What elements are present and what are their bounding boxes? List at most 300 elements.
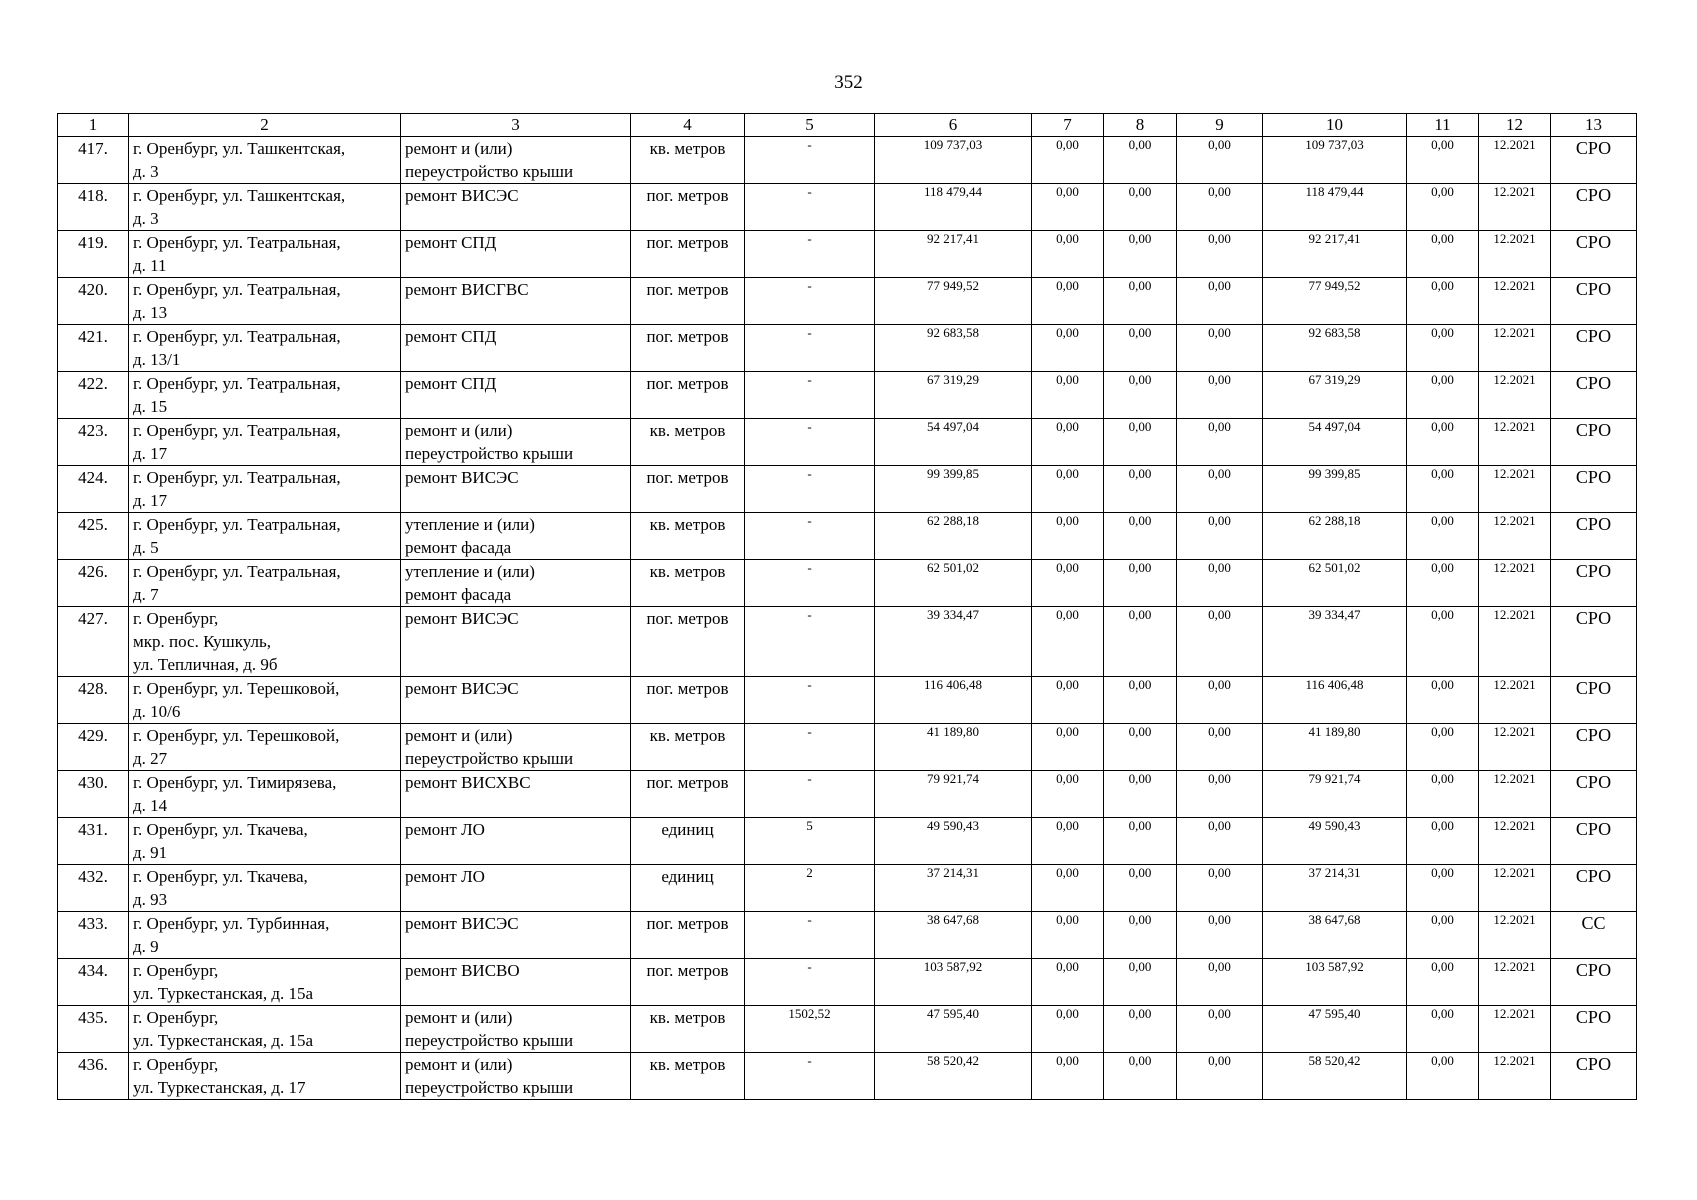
- column-header: 2: [129, 114, 401, 137]
- deadline-cell: 12.2021: [1479, 607, 1551, 677]
- address-line: г. Оренбург, ул. Театральная,: [133, 421, 341, 440]
- address-cell: [129, 818, 401, 865]
- address-line: г. Оренбург, ул. Тимирязева,: [133, 773, 337, 792]
- work-type-line: ремонт СПД: [405, 374, 497, 393]
- deadline-cell: 12.2021: [1479, 677, 1551, 724]
- fund-col7-cell: 0,00: [1032, 959, 1104, 1006]
- address-line: г. Оренбург, ул. Театральная,: [133, 562, 341, 581]
- row-number: 426.: [58, 560, 129, 607]
- deadline-cell: 12.2021: [1479, 466, 1551, 513]
- row-number: 436.: [58, 1053, 129, 1100]
- fund-col10-cell: 77 949,52: [1263, 278, 1407, 325]
- unit-cell: кв. метров: [631, 1053, 745, 1100]
- work-type-line: ремонт ВИСХВС: [405, 773, 531, 792]
- address-cell: [129, 419, 401, 466]
- work-type-line: утепление и (или): [405, 562, 535, 581]
- total-cost-cell: 99 399,85: [875, 466, 1032, 513]
- registry-table: [57, 113, 1637, 1100]
- total-cost-cell: 58 520,42: [875, 1053, 1032, 1100]
- fund-col11-cell: 0,00: [1407, 818, 1479, 865]
- row-number: 430.: [58, 771, 129, 818]
- method-cell: СРО: [1551, 560, 1637, 607]
- row-number: 422.: [58, 372, 129, 419]
- volume-cell: -: [745, 231, 875, 278]
- table-row: [58, 677, 1637, 724]
- work-type-line: ремонт и (или): [405, 139, 513, 158]
- fund-col9-cell: 0,00: [1177, 137, 1263, 184]
- method-cell: СРО: [1551, 513, 1637, 560]
- row-number: 418.: [58, 184, 129, 231]
- method-cell: СРО: [1551, 184, 1637, 231]
- work-type-line: ремонт фасада: [405, 538, 512, 557]
- address-cell: [129, 607, 401, 677]
- fund-col8-cell: 0,00: [1104, 513, 1177, 560]
- table-row: [58, 1053, 1637, 1100]
- column-header: 8: [1104, 114, 1177, 137]
- total-cost-cell: 54 497,04: [875, 419, 1032, 466]
- fund-col10-cell: 99 399,85: [1263, 466, 1407, 513]
- fund-col7-cell: 0,00: [1032, 419, 1104, 466]
- work-type-line: ремонт ВИСЭС: [405, 468, 519, 487]
- fund-col10-cell: 109 737,03: [1263, 137, 1407, 184]
- total-cost-cell: 39 334,47: [875, 607, 1032, 677]
- address-line: г. Оренбург, ул. Терешковой,: [133, 679, 340, 698]
- fund-col8-cell: 0,00: [1104, 419, 1177, 466]
- table-row: [58, 137, 1637, 184]
- fund-col11-cell: 0,00: [1407, 724, 1479, 771]
- address-cell: [129, 677, 401, 724]
- column-header: 5: [745, 114, 875, 137]
- volume-cell: -: [745, 607, 875, 677]
- column-header: 11: [1407, 114, 1479, 137]
- fund-col11-cell: 0,00: [1407, 513, 1479, 560]
- table-row: [58, 513, 1637, 560]
- fund-col10-cell: 92 217,41: [1263, 231, 1407, 278]
- work-type-cell: [401, 865, 631, 912]
- fund-col11-cell: 0,00: [1407, 912, 1479, 959]
- fund-col8-cell: 0,00: [1104, 607, 1177, 677]
- fund-col8-cell: 0,00: [1104, 771, 1177, 818]
- method-cell: СРО: [1551, 231, 1637, 278]
- fund-col11-cell: 0,00: [1407, 184, 1479, 231]
- method-cell: СРО: [1551, 419, 1637, 466]
- fund-col8-cell: 0,00: [1104, 560, 1177, 607]
- volume-cell: -: [745, 677, 875, 724]
- work-type-line: ремонт и (или): [405, 726, 513, 745]
- method-cell: СРО: [1551, 724, 1637, 771]
- fund-col11-cell: 0,00: [1407, 137, 1479, 184]
- fund-col9-cell: 0,00: [1177, 1006, 1263, 1053]
- fund-col7-cell: 0,00: [1032, 865, 1104, 912]
- fund-col9-cell: 0,00: [1177, 231, 1263, 278]
- table-row: [58, 184, 1637, 231]
- address-line: д. 14: [133, 796, 168, 815]
- row-number: 423.: [58, 419, 129, 466]
- address-line: д. 3: [133, 162, 159, 181]
- unit-cell: кв. метров: [631, 137, 745, 184]
- unit-cell: пог. метров: [631, 372, 745, 419]
- address-line: г. Оренбург, ул. Театральная,: [133, 280, 341, 299]
- fund-col11-cell: 0,00: [1407, 959, 1479, 1006]
- address-cell: [129, 771, 401, 818]
- work-type-line: переустройство крыши: [405, 749, 574, 768]
- address-line: ул. Туркестанская, д. 15а: [133, 984, 314, 1003]
- work-type-cell: [401, 818, 631, 865]
- work-type-line: ремонт и (или): [405, 1008, 513, 1027]
- work-type-line: ремонт ВИСЭС: [405, 914, 519, 933]
- fund-col9-cell: 0,00: [1177, 607, 1263, 677]
- fund-col7-cell: 0,00: [1032, 818, 1104, 865]
- work-type-cell: [401, 959, 631, 1006]
- table-row: [58, 419, 1637, 466]
- work-type-cell: [401, 184, 631, 231]
- address-cell: [129, 325, 401, 372]
- address-line: д. 7: [133, 585, 159, 604]
- total-cost-cell: 79 921,74: [875, 771, 1032, 818]
- fund-col11-cell: 0,00: [1407, 771, 1479, 818]
- table-row: [58, 372, 1637, 419]
- deadline-cell: 12.2021: [1479, 513, 1551, 560]
- total-cost-cell: 62 288,18: [875, 513, 1032, 560]
- total-cost-cell: 67 319,29: [875, 372, 1032, 419]
- row-number: 419.: [58, 231, 129, 278]
- work-type-cell: [401, 466, 631, 513]
- page-number: 352: [834, 72, 863, 93]
- fund-col10-cell: 41 189,80: [1263, 724, 1407, 771]
- work-type-cell: [401, 1006, 631, 1053]
- fund-col11-cell: 0,00: [1407, 865, 1479, 912]
- volume-cell: -: [745, 1053, 875, 1100]
- fund-col8-cell: 0,00: [1104, 724, 1177, 771]
- unit-cell: пог. метров: [631, 959, 745, 1006]
- volume-cell: -: [745, 184, 875, 231]
- address-line: д. 10/6: [133, 702, 181, 721]
- work-type-cell: [401, 278, 631, 325]
- total-cost-cell: 62 501,02: [875, 560, 1032, 607]
- address-line: д. 13: [133, 303, 168, 322]
- work-type-line: ремонт СПД: [405, 327, 497, 346]
- fund-col8-cell: 0,00: [1104, 325, 1177, 372]
- address-line: г. Оренбург, ул. Терешковой,: [133, 726, 340, 745]
- fund-col9-cell: 0,00: [1177, 818, 1263, 865]
- address-line: д. 11: [133, 256, 167, 275]
- work-type-cell: [401, 677, 631, 724]
- fund-col9-cell: 0,00: [1177, 912, 1263, 959]
- total-cost-cell: 116 406,48: [875, 677, 1032, 724]
- column-header: 12: [1479, 114, 1551, 137]
- row-number: 428.: [58, 677, 129, 724]
- fund-col8-cell: 0,00: [1104, 231, 1177, 278]
- volume-cell: -: [745, 560, 875, 607]
- work-type-line: ремонт ЛО: [405, 820, 485, 839]
- address-line: д. 17: [133, 444, 168, 463]
- fund-col10-cell: 38 647,68: [1263, 912, 1407, 959]
- unit-cell: пог. метров: [631, 771, 745, 818]
- fund-col7-cell: 0,00: [1032, 278, 1104, 325]
- fund-col8-cell: 0,00: [1104, 1053, 1177, 1100]
- address-line: г. Оренбург,: [133, 1008, 219, 1027]
- method-cell: СРО: [1551, 959, 1637, 1006]
- table-body: [58, 137, 1637, 1100]
- fund-col8-cell: 0,00: [1104, 865, 1177, 912]
- column-header: 13: [1551, 114, 1637, 137]
- address-cell: [129, 466, 401, 513]
- address-line: г. Оренбург, ул. Театральная,: [133, 374, 341, 393]
- address-cell: [129, 959, 401, 1006]
- method-cell: СРО: [1551, 278, 1637, 325]
- address-cell: [129, 1006, 401, 1053]
- header-row: [58, 114, 1637, 137]
- work-type-line: переустройство крыши: [405, 1078, 574, 1097]
- deadline-cell: 12.2021: [1479, 560, 1551, 607]
- volume-cell: 2: [745, 865, 875, 912]
- unit-cell: пог. метров: [631, 231, 745, 278]
- fund-col7-cell: 0,00: [1032, 184, 1104, 231]
- volume-cell: -: [745, 724, 875, 771]
- fund-col7-cell: 0,00: [1032, 513, 1104, 560]
- fund-col9-cell: 0,00: [1177, 865, 1263, 912]
- table-row: [58, 959, 1637, 1006]
- table-row: [58, 865, 1637, 912]
- method-cell: СРО: [1551, 771, 1637, 818]
- work-type-line: ремонт и (или): [405, 421, 513, 440]
- fund-col11-cell: 0,00: [1407, 231, 1479, 278]
- method-cell: СС: [1551, 912, 1637, 959]
- column-header: 6: [875, 114, 1032, 137]
- unit-cell: кв. метров: [631, 560, 745, 607]
- work-type-line: ремонт и (или): [405, 1055, 513, 1074]
- fund-col7-cell: 0,00: [1032, 1053, 1104, 1100]
- fund-col10-cell: 58 520,42: [1263, 1053, 1407, 1100]
- unit-cell: пог. метров: [631, 607, 745, 677]
- fund-col9-cell: 0,00: [1177, 771, 1263, 818]
- address-line: д. 93: [133, 890, 168, 909]
- volume-cell: -: [745, 278, 875, 325]
- fund-col7-cell: 0,00: [1032, 607, 1104, 677]
- method-cell: СРО: [1551, 677, 1637, 724]
- work-type-line: ремонт ВИСЭС: [405, 186, 519, 205]
- table-row: [58, 607, 1637, 677]
- address-line: г. Оренбург, ул. Ташкентская,: [133, 186, 346, 205]
- work-type-cell: [401, 513, 631, 560]
- fund-col10-cell: 39 334,47: [1263, 607, 1407, 677]
- unit-cell: пог. метров: [631, 466, 745, 513]
- fund-col11-cell: 0,00: [1407, 1006, 1479, 1053]
- deadline-cell: 12.2021: [1479, 912, 1551, 959]
- fund-col11-cell: 0,00: [1407, 1053, 1479, 1100]
- fund-col9-cell: 0,00: [1177, 560, 1263, 607]
- fund-col9-cell: 0,00: [1177, 513, 1263, 560]
- address-line: д. 3: [133, 209, 159, 228]
- fund-col9-cell: 0,00: [1177, 677, 1263, 724]
- volume-cell: -: [745, 137, 875, 184]
- address-line: мкр. пос. Кушкуль,: [133, 632, 271, 651]
- work-type-line: переустройство крыши: [405, 1031, 574, 1050]
- fund-col7-cell: 0,00: [1032, 771, 1104, 818]
- fund-col10-cell: 92 683,58: [1263, 325, 1407, 372]
- row-number: 420.: [58, 278, 129, 325]
- unit-cell: кв. метров: [631, 1006, 745, 1053]
- table-row: [58, 325, 1637, 372]
- fund-col11-cell: 0,00: [1407, 278, 1479, 325]
- table-row: [58, 724, 1637, 771]
- row-number: 434.: [58, 959, 129, 1006]
- total-cost-cell: 37 214,31: [875, 865, 1032, 912]
- volume-cell: -: [745, 912, 875, 959]
- volume-cell: -: [745, 513, 875, 560]
- row-number: 429.: [58, 724, 129, 771]
- work-type-cell: [401, 560, 631, 607]
- address-cell: [129, 372, 401, 419]
- fund-col9-cell: 0,00: [1177, 959, 1263, 1006]
- column-header: 10: [1263, 114, 1407, 137]
- work-type-line: переустройство крыши: [405, 162, 574, 181]
- method-cell: СРО: [1551, 137, 1637, 184]
- method-cell: СРО: [1551, 818, 1637, 865]
- deadline-cell: 12.2021: [1479, 865, 1551, 912]
- address-cell: [129, 865, 401, 912]
- address-line: г. Оренбург,: [133, 961, 219, 980]
- address-cell: [129, 231, 401, 278]
- table-row: [58, 278, 1637, 325]
- fund-col9-cell: 0,00: [1177, 325, 1263, 372]
- fund-col7-cell: 0,00: [1032, 372, 1104, 419]
- fund-col10-cell: 116 406,48: [1263, 677, 1407, 724]
- column-header: 7: [1032, 114, 1104, 137]
- work-type-cell: [401, 724, 631, 771]
- address-line: г. Оренбург, ул. Театральная,: [133, 515, 341, 534]
- method-cell: СРО: [1551, 865, 1637, 912]
- fund-col7-cell: 0,00: [1032, 560, 1104, 607]
- address-line: д. 91: [133, 843, 168, 862]
- fund-col8-cell: 0,00: [1104, 466, 1177, 513]
- fund-col11-cell: 0,00: [1407, 419, 1479, 466]
- volume-cell: -: [745, 959, 875, 1006]
- deadline-cell: 12.2021: [1479, 137, 1551, 184]
- work-type-cell: [401, 1053, 631, 1100]
- volume-cell: -: [745, 466, 875, 513]
- fund-col10-cell: 37 214,31: [1263, 865, 1407, 912]
- address-line: г. Оренбург, ул. Театральная,: [133, 327, 341, 346]
- address-line: д. 5: [133, 538, 159, 557]
- unit-cell: кв. метров: [631, 513, 745, 560]
- fund-col8-cell: 0,00: [1104, 677, 1177, 724]
- work-type-cell: [401, 325, 631, 372]
- fund-col7-cell: 0,00: [1032, 466, 1104, 513]
- address-line: д. 13/1: [133, 350, 181, 369]
- address-line: д. 9: [133, 937, 159, 956]
- work-type-line: утепление и (или): [405, 515, 535, 534]
- work-type-line: ремонт ВИСЭС: [405, 679, 519, 698]
- total-cost-cell: 49 590,43: [875, 818, 1032, 865]
- table-row: [58, 818, 1637, 865]
- unit-cell: единиц: [631, 818, 745, 865]
- volume-cell: -: [745, 325, 875, 372]
- row-number: 433.: [58, 912, 129, 959]
- work-type-line: ремонт ВИСВО: [405, 961, 520, 980]
- fund-col7-cell: 0,00: [1032, 231, 1104, 278]
- work-type-cell: [401, 419, 631, 466]
- method-cell: СРО: [1551, 607, 1637, 677]
- fund-col10-cell: 62 501,02: [1263, 560, 1407, 607]
- address-line: г. Оренбург, ул. Театральная,: [133, 468, 341, 487]
- address-cell: [129, 513, 401, 560]
- fund-col10-cell: 67 319,29: [1263, 372, 1407, 419]
- fund-col10-cell: 47 595,40: [1263, 1006, 1407, 1053]
- table-row: [58, 231, 1637, 278]
- method-cell: СРО: [1551, 466, 1637, 513]
- deadline-cell: 12.2021: [1479, 372, 1551, 419]
- fund-col9-cell: 0,00: [1177, 1053, 1263, 1100]
- fund-col10-cell: 103 587,92: [1263, 959, 1407, 1006]
- fund-col8-cell: 0,00: [1104, 278, 1177, 325]
- work-type-cell: [401, 137, 631, 184]
- row-number: 431.: [58, 818, 129, 865]
- total-cost-cell: 77 949,52: [875, 278, 1032, 325]
- fund-col10-cell: 49 590,43: [1263, 818, 1407, 865]
- fund-col9-cell: 0,00: [1177, 184, 1263, 231]
- deadline-cell: 12.2021: [1479, 231, 1551, 278]
- fund-col10-cell: 118 479,44: [1263, 184, 1407, 231]
- row-number: 425.: [58, 513, 129, 560]
- address-line: г. Оренбург, ул. Ткачева,: [133, 820, 308, 839]
- fund-col8-cell: 0,00: [1104, 137, 1177, 184]
- fund-col8-cell: 0,00: [1104, 184, 1177, 231]
- address-line: г. Оренбург,: [133, 609, 219, 628]
- row-number: 427.: [58, 607, 129, 677]
- total-cost-cell: 38 647,68: [875, 912, 1032, 959]
- volume-cell: 1502,52: [745, 1006, 875, 1053]
- total-cost-cell: 118 479,44: [875, 184, 1032, 231]
- fund-col11-cell: 0,00: [1407, 560, 1479, 607]
- method-cell: СРО: [1551, 1006, 1637, 1053]
- fund-col8-cell: 0,00: [1104, 959, 1177, 1006]
- fund-col11-cell: 0,00: [1407, 325, 1479, 372]
- row-number: 432.: [58, 865, 129, 912]
- unit-cell: пог. метров: [631, 325, 745, 372]
- volume-cell: 5: [745, 818, 875, 865]
- fund-col8-cell: 0,00: [1104, 1006, 1177, 1053]
- fund-col8-cell: 0,00: [1104, 912, 1177, 959]
- work-type-cell: [401, 372, 631, 419]
- fund-col10-cell: 79 921,74: [1263, 771, 1407, 818]
- deadline-cell: 12.2021: [1479, 771, 1551, 818]
- fund-col11-cell: 0,00: [1407, 372, 1479, 419]
- fund-col9-cell: 0,00: [1177, 278, 1263, 325]
- work-type-cell: [401, 771, 631, 818]
- deadline-cell: 12.2021: [1479, 419, 1551, 466]
- deadline-cell: 12.2021: [1479, 959, 1551, 1006]
- deadline-cell: 12.2021: [1479, 724, 1551, 771]
- method-cell: СРО: [1551, 1053, 1637, 1100]
- fund-col11-cell: 0,00: [1407, 677, 1479, 724]
- row-number: 424.: [58, 466, 129, 513]
- fund-col8-cell: 0,00: [1104, 818, 1177, 865]
- table-row: [58, 560, 1637, 607]
- work-type-line: переустройство крыши: [405, 444, 574, 463]
- deadline-cell: 12.2021: [1479, 1053, 1551, 1100]
- fund-col9-cell: 0,00: [1177, 419, 1263, 466]
- deadline-cell: 12.2021: [1479, 278, 1551, 325]
- total-cost-cell: 92 683,58: [875, 325, 1032, 372]
- address-cell: [129, 278, 401, 325]
- fund-col7-cell: 0,00: [1032, 137, 1104, 184]
- address-line: д. 15: [133, 397, 168, 416]
- fund-col11-cell: 0,00: [1407, 466, 1479, 513]
- address-cell: [129, 137, 401, 184]
- row-number: 435.: [58, 1006, 129, 1053]
- row-number: 417.: [58, 137, 129, 184]
